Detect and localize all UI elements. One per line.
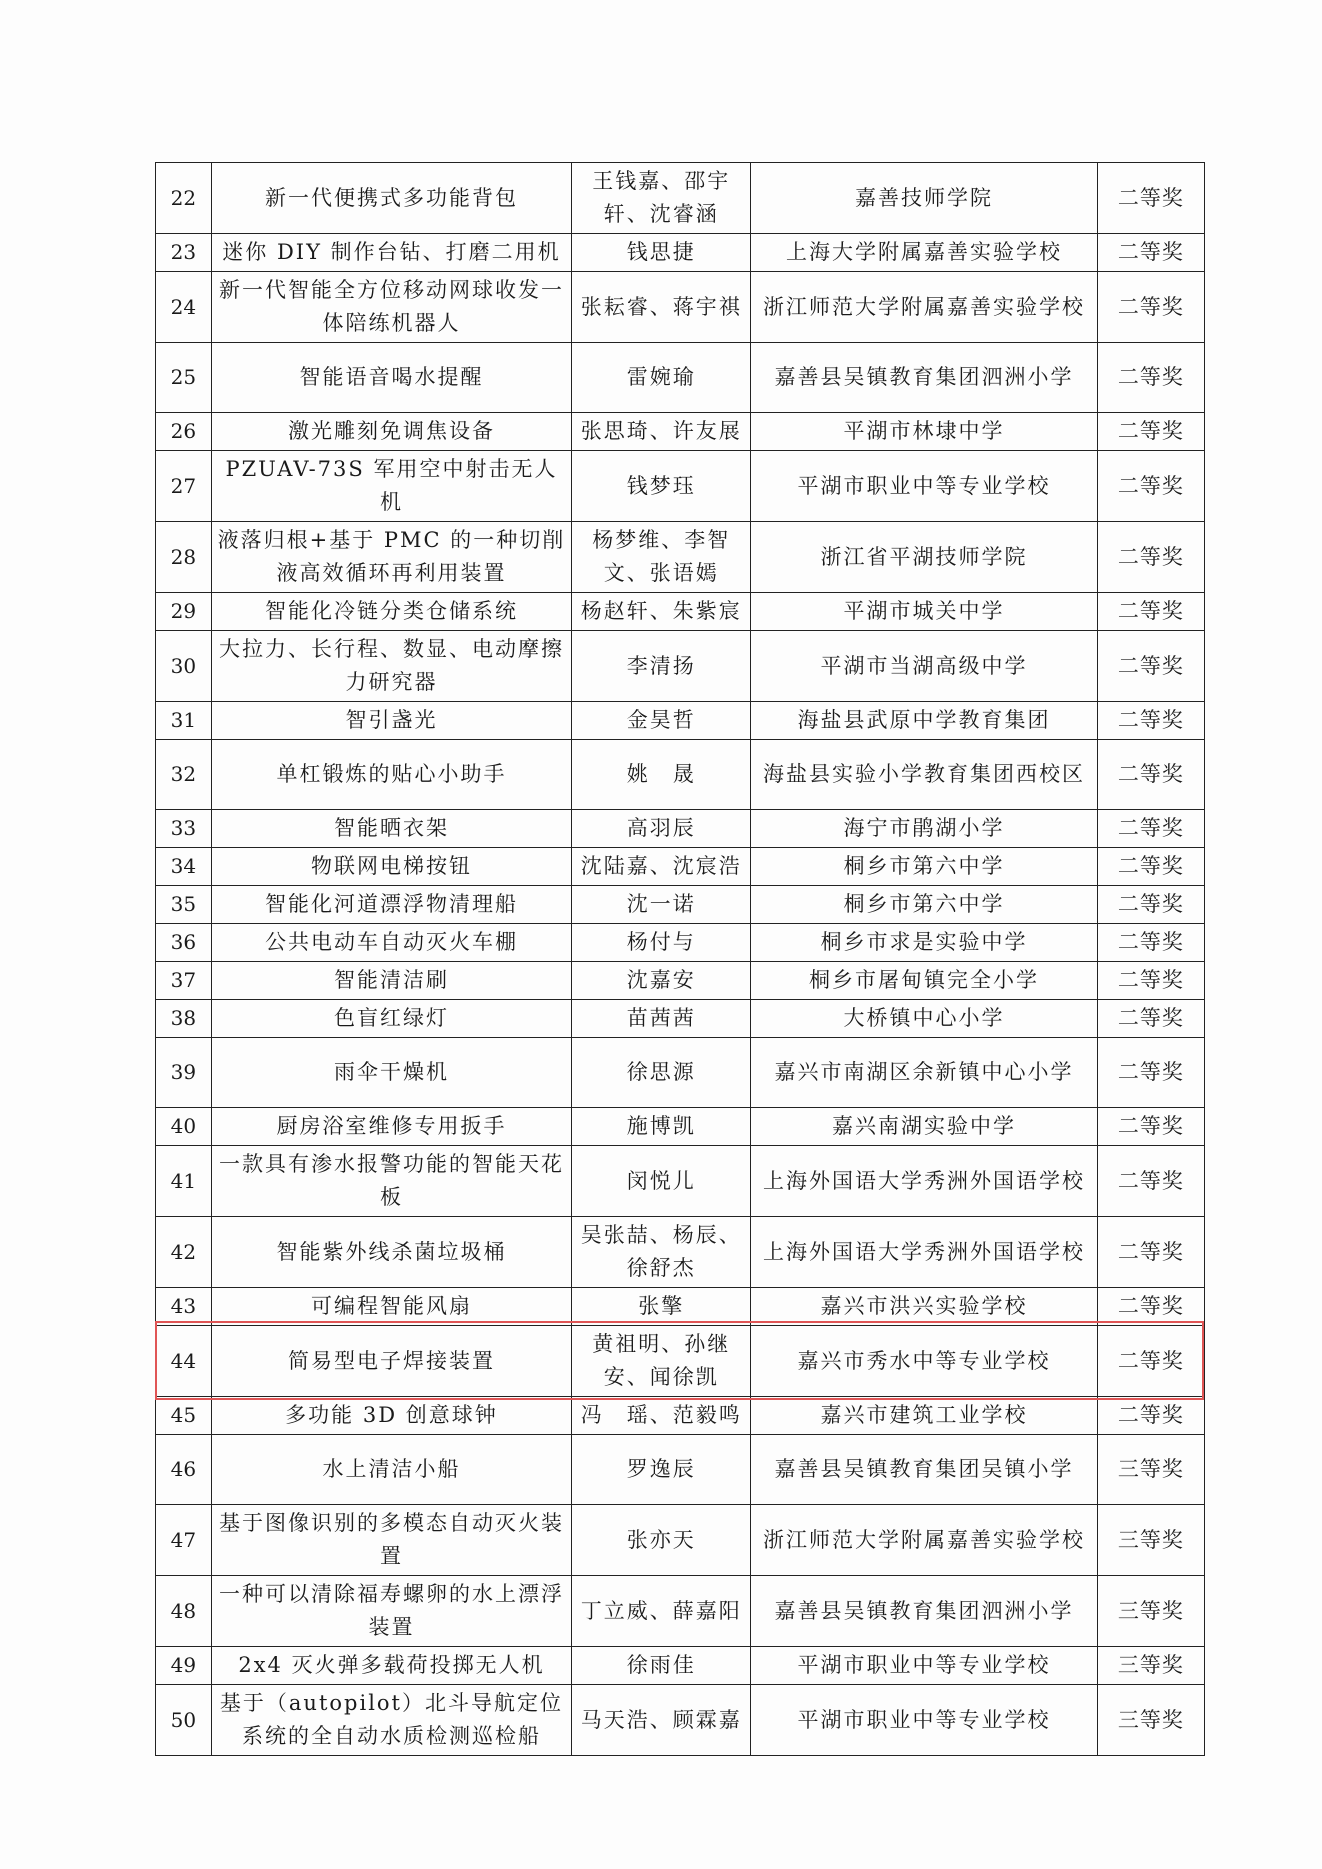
award-level: 二等奖 <box>1097 740 1204 810</box>
row-number: 34 <box>156 848 212 886</box>
row-number: 45 <box>156 1397 212 1435</box>
members: 钱梦珏 <box>572 451 751 522</box>
members: 吴张喆、杨辰、徐舒杰 <box>572 1217 751 1288</box>
school: 嘉兴市洪兴实验学校 <box>751 1288 1097 1326</box>
award-level: 三等奖 <box>1097 1685 1204 1756</box>
members: 徐思源 <box>572 1038 751 1108</box>
members: 沈陆嘉、沈宸浩 <box>572 848 751 886</box>
award-level: 三等奖 <box>1097 1435 1204 1505</box>
members: 王钱嘉、邵宇轩、沈睿涵 <box>572 163 751 234</box>
row-number: 32 <box>156 740 212 810</box>
row-number: 38 <box>156 1000 212 1038</box>
table-row <box>156 848 1205 886</box>
school: 嘉兴市秀水中等专业学校 <box>751 1326 1097 1397</box>
table-row <box>156 740 1205 810</box>
table-row <box>156 886 1205 924</box>
project-name: 智能晒衣架 <box>211 810 571 848</box>
project-name: 基于（autopilot）北斗导航定位系统的全自动水质检测巡检船 <box>211 1685 571 1756</box>
row-number: 31 <box>156 702 212 740</box>
members: 丁立威、薛嘉阳 <box>572 1576 751 1647</box>
row-number: 50 <box>156 1685 212 1756</box>
row-number: 36 <box>156 924 212 962</box>
row-number: 26 <box>156 413 212 451</box>
project-name: 智能化冷链分类仓储系统 <box>211 593 571 631</box>
award-level: 三等奖 <box>1097 1576 1204 1647</box>
school: 海盐县实验小学教育集团西校区 <box>751 740 1097 810</box>
members: 冯 瑶、范毅鸣 <box>572 1397 751 1435</box>
members: 黄祖明、孙继安、闻徐凯 <box>572 1326 751 1397</box>
members: 张亦天 <box>572 1505 751 1576</box>
table-row <box>156 272 1205 343</box>
members: 沈嘉安 <box>572 962 751 1000</box>
project-name: 水上清洁小船 <box>211 1435 571 1505</box>
project-name: 可编程智能风扇 <box>211 1288 571 1326</box>
school: 平湖市当湖高级中学 <box>751 631 1097 702</box>
school: 桐乡市求是实验中学 <box>751 924 1097 962</box>
project-name: 物联网电梯按钮 <box>211 848 571 886</box>
award-level: 二等奖 <box>1097 1217 1204 1288</box>
project-name: 新一代智能全方位移动网球收发一体陪练机器人 <box>211 272 571 343</box>
row-number: 46 <box>156 1435 212 1505</box>
project-name: 智能化河道漂浮物清理船 <box>211 886 571 924</box>
award-level: 三等奖 <box>1097 1647 1204 1685</box>
school: 嘉善技师学院 <box>751 163 1097 234</box>
school: 上海外国语大学秀洲外国语学校 <box>751 1146 1097 1217</box>
award-level: 二等奖 <box>1097 1326 1204 1397</box>
school: 海宁市鹃湖小学 <box>751 810 1097 848</box>
table-row <box>156 1505 1205 1576</box>
members: 杨付与 <box>572 924 751 962</box>
row-number: 27 <box>156 451 212 522</box>
school: 浙江师范大学附属嘉善实验学校 <box>751 1505 1097 1576</box>
school: 平湖市林埭中学 <box>751 413 1097 451</box>
members: 杨梦维、李智文、张语嫣 <box>572 522 751 593</box>
project-name: 大拉力、长行程、数显、电动摩擦力研究器 <box>211 631 571 702</box>
table-row <box>156 1685 1205 1756</box>
project-name: 多功能 3D 创意球钟 <box>211 1397 571 1435</box>
table-row <box>156 1326 1205 1397</box>
award-level: 二等奖 <box>1097 234 1204 272</box>
row-number: 48 <box>156 1576 212 1647</box>
award-level: 二等奖 <box>1097 1146 1204 1217</box>
award-level: 三等奖 <box>1097 1505 1204 1576</box>
row-number: 47 <box>156 1505 212 1576</box>
school: 桐乡市第六中学 <box>751 886 1097 924</box>
award-level: 二等奖 <box>1097 1108 1204 1146</box>
award-level: 二等奖 <box>1097 272 1204 343</box>
table-row <box>156 810 1205 848</box>
members: 张耘睿、蒋宇祺 <box>572 272 751 343</box>
award-level: 二等奖 <box>1097 848 1204 886</box>
members: 马天浩、顾霖嘉 <box>572 1685 751 1756</box>
row-number: 22 <box>156 163 212 234</box>
award-level: 二等奖 <box>1097 522 1204 593</box>
table-row <box>156 1146 1205 1217</box>
award-level: 二等奖 <box>1097 451 1204 522</box>
row-number: 23 <box>156 234 212 272</box>
project-name: 智能紫外线杀菌垃圾桶 <box>211 1217 571 1288</box>
award-level: 二等奖 <box>1097 1038 1204 1108</box>
school: 平湖市城关中学 <box>751 593 1097 631</box>
project-name: 单杠锻炼的贴心小助手 <box>211 740 571 810</box>
award-level: 二等奖 <box>1097 631 1204 702</box>
project-name: 2x4 灭火弹多载荷投掷无人机 <box>211 1647 571 1685</box>
award-level: 二等奖 <box>1097 343 1204 413</box>
table-row <box>156 1576 1205 1647</box>
members: 张思琦、许友展 <box>572 413 751 451</box>
project-name: 简易型电子焊接装置 <box>211 1326 571 1397</box>
school: 嘉兴市南湖区余新镇中心小学 <box>751 1038 1097 1108</box>
school: 浙江省平湖技师学院 <box>751 522 1097 593</box>
table-row <box>156 1217 1205 1288</box>
table-row <box>156 163 1205 234</box>
members: 沈一诺 <box>572 886 751 924</box>
project-name: 色盲红绿灯 <box>211 1000 571 1038</box>
school: 平湖市职业中等专业学校 <box>751 1647 1097 1685</box>
award-level: 二等奖 <box>1097 1000 1204 1038</box>
school: 嘉善县吴镇教育集团吴镇小学 <box>751 1435 1097 1505</box>
members: 钱思捷 <box>572 234 751 272</box>
members: 徐雨佳 <box>572 1647 751 1685</box>
project-name: 公共电动车自动灭火车棚 <box>211 924 571 962</box>
members: 罗逸辰 <box>572 1435 751 1505</box>
school: 大桥镇中心小学 <box>751 1000 1097 1038</box>
project-name: 厨房浴室维修专用扳手 <box>211 1108 571 1146</box>
row-number: 43 <box>156 1288 212 1326</box>
members: 金昊哲 <box>572 702 751 740</box>
table-row <box>156 343 1205 413</box>
table-row <box>156 1000 1205 1038</box>
school: 嘉善县吴镇教育集团泗洲小学 <box>751 1576 1097 1647</box>
project-name: 智能语音喝水提醒 <box>211 343 571 413</box>
members: 李清扬 <box>572 631 751 702</box>
award-level: 二等奖 <box>1097 413 1204 451</box>
table-row <box>156 1647 1205 1685</box>
school: 嘉兴南湖实验中学 <box>751 1108 1097 1146</box>
row-number: 25 <box>156 343 212 413</box>
project-name: 液落归根+基于 PMC 的一种切削液高效循环再利用装置 <box>211 522 571 593</box>
row-number: 24 <box>156 272 212 343</box>
row-number: 44 <box>156 1326 212 1397</box>
table-row <box>156 1397 1205 1435</box>
school: 平湖市职业中等专业学校 <box>751 451 1097 522</box>
table-row <box>156 1108 1205 1146</box>
row-number: 39 <box>156 1038 212 1108</box>
members: 雷婉瑜 <box>572 343 751 413</box>
table-row <box>156 1288 1205 1326</box>
row-number: 28 <box>156 522 212 593</box>
school: 上海大学附属嘉善实验学校 <box>751 234 1097 272</box>
school: 海盐县武原中学教育集团 <box>751 702 1097 740</box>
award-level: 二等奖 <box>1097 924 1204 962</box>
members: 张擎 <box>572 1288 751 1326</box>
project-name: 激光雕刻免调焦设备 <box>211 413 571 451</box>
award-level: 二等奖 <box>1097 810 1204 848</box>
table-row <box>156 413 1205 451</box>
table-row <box>156 631 1205 702</box>
award-level: 二等奖 <box>1097 962 1204 1000</box>
award-level: 二等奖 <box>1097 886 1204 924</box>
table-row <box>156 451 1205 522</box>
award-level: 二等奖 <box>1097 702 1204 740</box>
row-number: 41 <box>156 1146 212 1217</box>
award-level: 二等奖 <box>1097 593 1204 631</box>
row-number: 29 <box>156 593 212 631</box>
school: 嘉兴市建筑工业学校 <box>751 1397 1097 1435</box>
row-number: 42 <box>156 1217 212 1288</box>
table-row <box>156 1435 1205 1505</box>
members: 苗茜茜 <box>572 1000 751 1038</box>
members: 高羽辰 <box>572 810 751 848</box>
project-name: PZUAV-73S 军用空中射击无人机 <box>211 451 571 522</box>
row-number: 40 <box>156 1108 212 1146</box>
table-row <box>156 702 1205 740</box>
project-name: 智引盏光 <box>211 702 571 740</box>
project-name: 雨伞干燥机 <box>211 1038 571 1108</box>
row-number: 35 <box>156 886 212 924</box>
table-row <box>156 1038 1205 1108</box>
table-row <box>156 593 1205 631</box>
row-number: 30 <box>156 631 212 702</box>
school: 嘉善县吴镇教育集团泗洲小学 <box>751 343 1097 413</box>
award-table-body <box>156 163 1205 1756</box>
school: 桐乡市第六中学 <box>751 848 1097 886</box>
members: 杨赵轩、朱紫宸 <box>572 593 751 631</box>
table-row <box>156 522 1205 593</box>
project-name: 迷你 DIY 制作台钻、打磨二用机 <box>211 234 571 272</box>
project-name: 基于图像识别的多模态自动灭火装置 <box>211 1505 571 1576</box>
project-name: 一款具有渗水报警功能的智能天花板 <box>211 1146 571 1217</box>
school: 平湖市职业中等专业学校 <box>751 1685 1097 1756</box>
school: 上海外国语大学秀洲外国语学校 <box>751 1217 1097 1288</box>
table-row <box>156 234 1205 272</box>
award-level: 二等奖 <box>1097 1288 1204 1326</box>
project-name: 一种可以清除福寿螺卵的水上漂浮装置 <box>211 1576 571 1647</box>
project-name: 新一代便携式多功能背包 <box>211 163 571 234</box>
members: 闵悦儿 <box>572 1146 751 1217</box>
members: 姚 晟 <box>572 740 751 810</box>
project-name: 智能清洁刷 <box>211 962 571 1000</box>
award-level: 二等奖 <box>1097 1397 1204 1435</box>
school: 桐乡市屠甸镇完全小学 <box>751 962 1097 1000</box>
table-row <box>156 924 1205 962</box>
row-number: 37 <box>156 962 212 1000</box>
table-row <box>156 962 1205 1000</box>
row-number: 33 <box>156 810 212 848</box>
members: 施博凯 <box>572 1108 751 1146</box>
award-level: 二等奖 <box>1097 163 1204 234</box>
row-number: 49 <box>156 1647 212 1685</box>
school: 浙江师范大学附属嘉善实验学校 <box>751 272 1097 343</box>
award-table <box>155 162 1205 1756</box>
